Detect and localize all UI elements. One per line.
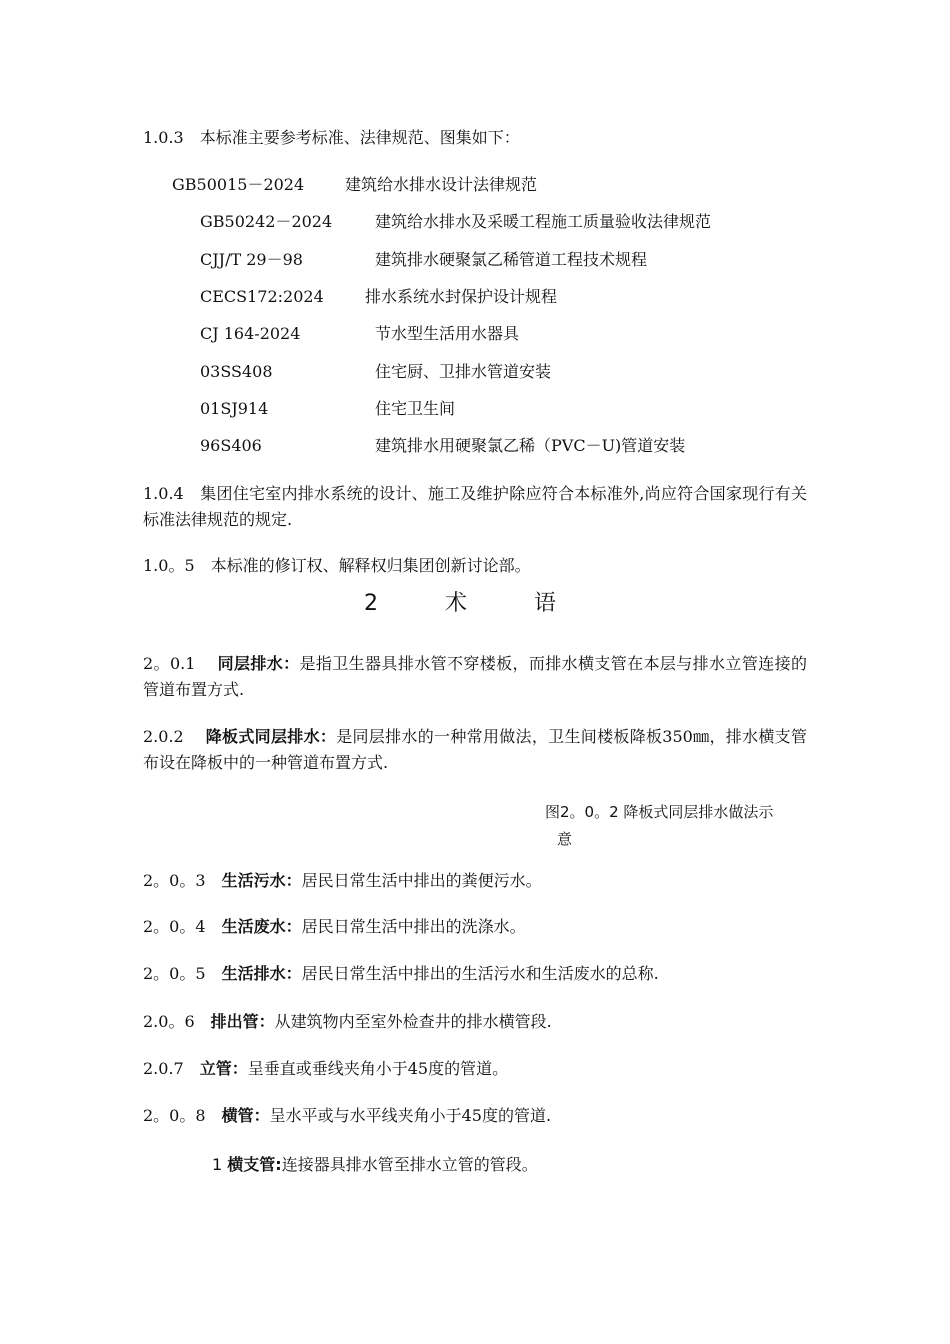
term-number: 2。0。8 (143, 1106, 206, 1125)
term-definition: 居民日常生活中排出的生活污水和生活废水的总称. (301, 964, 659, 983)
ref-code: 96S406 (200, 436, 262, 455)
term-2-0-1 (143, 651, 807, 703)
clause-1-0-5: 1.0。5 本标准的修订权、解释权归集团创新讨论部。 (143, 556, 531, 575)
ref-code: CJ 164-2024 (200, 324, 301, 343)
term-2-0-7 (143, 1059, 508, 1079)
term-2-0-8 (143, 1106, 551, 1126)
term-2-0-3 (143, 871, 542, 891)
ref-code: 01SJ914 (200, 399, 269, 418)
term-number: 2。0。3 (143, 871, 206, 890)
ref-code: 03SS408 (200, 362, 273, 381)
ref-title: 节水型生活用水器具 (375, 324, 520, 343)
term-definition: 居民日常生活中排出的洗涤水。 (301, 917, 526, 936)
ref-title: 住宅卫生间 (375, 399, 456, 418)
subitem-term: 横支管: (227, 1155, 282, 1174)
clause-1-0-4: 1.0.4 集团住宅室内排水系统的设计、施工及维护除应符合本标准外,尚应符合国家现行有关标准法律规范的规定. (143, 484, 807, 529)
subitem-horizontal-branch (212, 1155, 538, 1175)
term-definition: 是同层排水的一种常用做法，卫生间楼板降板350㎜，排水横支管布设在降板中的一种管道布置方式. (143, 727, 807, 772)
term-name: 立管： (199, 1059, 248, 1078)
term-2-0-2 (143, 724, 807, 776)
term-number: 2。0。4 (143, 917, 206, 936)
term-number: 2。0.1 (143, 654, 196, 673)
ref-code: GB50242－2024 (200, 212, 333, 231)
term-definition: 居民日常生活中排出的粪便污水。 (301, 871, 542, 890)
term-name: 降板式同层排水： (205, 727, 337, 746)
subitem-definition: 连接器具排水管至排水立管的管段。 (281, 1155, 538, 1174)
ref-title: 住宅厨、卫排水管道安装 (375, 362, 552, 381)
term-2-0-6 (143, 1012, 552, 1032)
ref-title: 排水系统水封保护设计规程 (365, 287, 558, 306)
figure-caption-line1: 图2。0。2 降板式同层排水做法示 (545, 803, 774, 821)
term-number: 2。0。5 (143, 964, 206, 983)
term-name: 横管： (221, 1106, 270, 1125)
clause-1-0-3: 1.0.3 本标准主要参考标准、法律规范、图集如下： (143, 128, 520, 147)
term-name: 同层排水： (217, 654, 300, 673)
term-name: 生活废水： (221, 917, 302, 936)
ref-title: 建筑排水用硬聚氯乙稀（PVC－U)管道安装 (375, 436, 686, 455)
term-name: 生活排水： (221, 964, 302, 983)
ref-code: CJJ/T 29－98 (200, 250, 303, 269)
term-name: 生活污水： (221, 871, 302, 890)
ref-code: CECS172:2024 (200, 287, 324, 306)
figure-caption-line2: 意 (557, 830, 573, 848)
term-name: 排出管： (210, 1012, 275, 1031)
term-2-0-4 (143, 917, 526, 937)
ref-title: 建筑排水硬聚氯乙稀管道工程技术规程 (375, 250, 648, 269)
term-number: 2.0。6 (143, 1012, 195, 1031)
term-definition: 从建筑物内至室外检查井的排水横管段. (274, 1012, 552, 1031)
term-number: 2.0.7 (143, 1059, 184, 1078)
term-definition: 是指卫生器具排水管不穿楼板，而排水横支管在本层与排水立管连接的管道布置方式. (143, 654, 807, 699)
figure-caption (545, 799, 815, 853)
term-definition: 呈水平或与水平线夹角小于45度的管道. (269, 1106, 552, 1125)
ref-code: GB50015－2024 (172, 175, 305, 194)
section-title: 2 术 语 (364, 591, 586, 616)
ref-title: 建筑给水排水设计法律规范 (345, 175, 538, 194)
term-number: 2.0.2 (143, 727, 184, 746)
term-2-0-5 (143, 964, 659, 984)
ref-title: 建筑给水排水及采暖工程施工质量验收法律规范 (375, 212, 712, 231)
term-definition: 呈垂直或垂线夹角小于45度的管道。 (247, 1059, 509, 1078)
subitem-number: 1 (212, 1155, 223, 1174)
